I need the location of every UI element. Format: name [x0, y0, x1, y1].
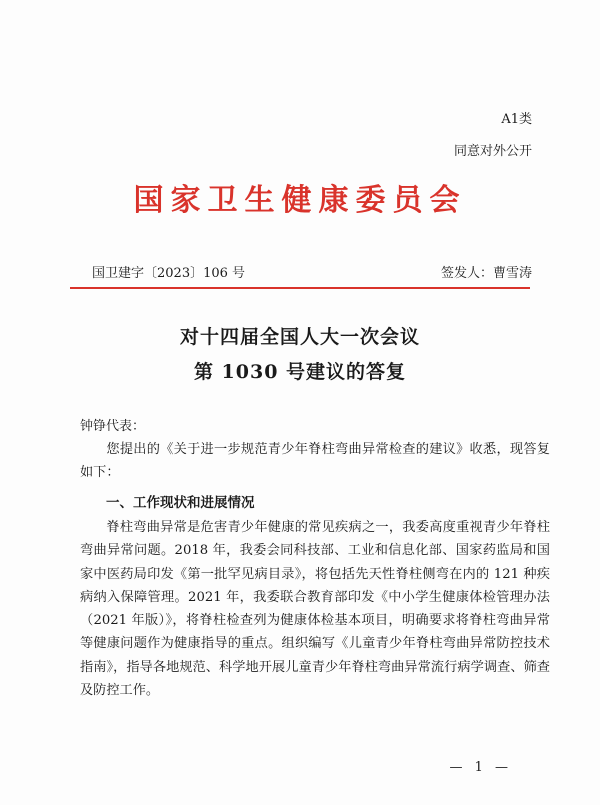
- document-title-line1: 对十四届全国人大一次会议: [179, 326, 420, 348]
- paragraph-intro: [80, 438, 550, 485]
- salutation: 钟铮代表：: [80, 419, 146, 434]
- paragraph-status: [80, 516, 550, 702]
- issuer-header: 国家卫生健康委员会: [133, 183, 467, 218]
- page-number: — 1 —: [449, 760, 512, 775]
- signer: 签发人：曹雪涛: [440, 266, 532, 281]
- red-divider: [70, 287, 530, 289]
- classification-label: A1类: [501, 112, 532, 127]
- paragraph-text: 脊柱弯曲异常是危害青少年健康的常见疾病之一，我委高度重视青少年脊柱弯曲异常问题。2018 年，我委会同科技部、工业和信息化部、国家药监局和国家中医药局印发《第一批罕见病目录》，将包括先天性脊柱侧弯在内的 121 种疾病纳入保障管理。2021 年，我委联合教育部印发《中小学生健康体检管理办法（2021 年版）》，将脊柱检查列为健康体检基本项目，明确要求将脊柱弯曲异常等健康问题作为健康指导的重点。组织编写《儿童青少年脊柱弯曲异常防控技术指南》，指导各地规范、科学地开展儿童青少年脊柱弯曲异常流行病学调查、筛查及防控工作。: [80, 520, 550, 699]
- section-heading: 一、工作现状和进展情况: [106, 495, 255, 511]
- disclosure-label: 同意对外公开: [453, 144, 532, 159]
- document-number: 国卫建字〔2023〕106 号: [92, 266, 246, 281]
- document-title-line2: 第 1030 号建议的答复: [193, 361, 407, 383]
- paragraph-text: 您提出的《关于进一步规范青少年脊柱弯曲异常检查的建议》收悉，现答复如下：: [80, 442, 550, 481]
